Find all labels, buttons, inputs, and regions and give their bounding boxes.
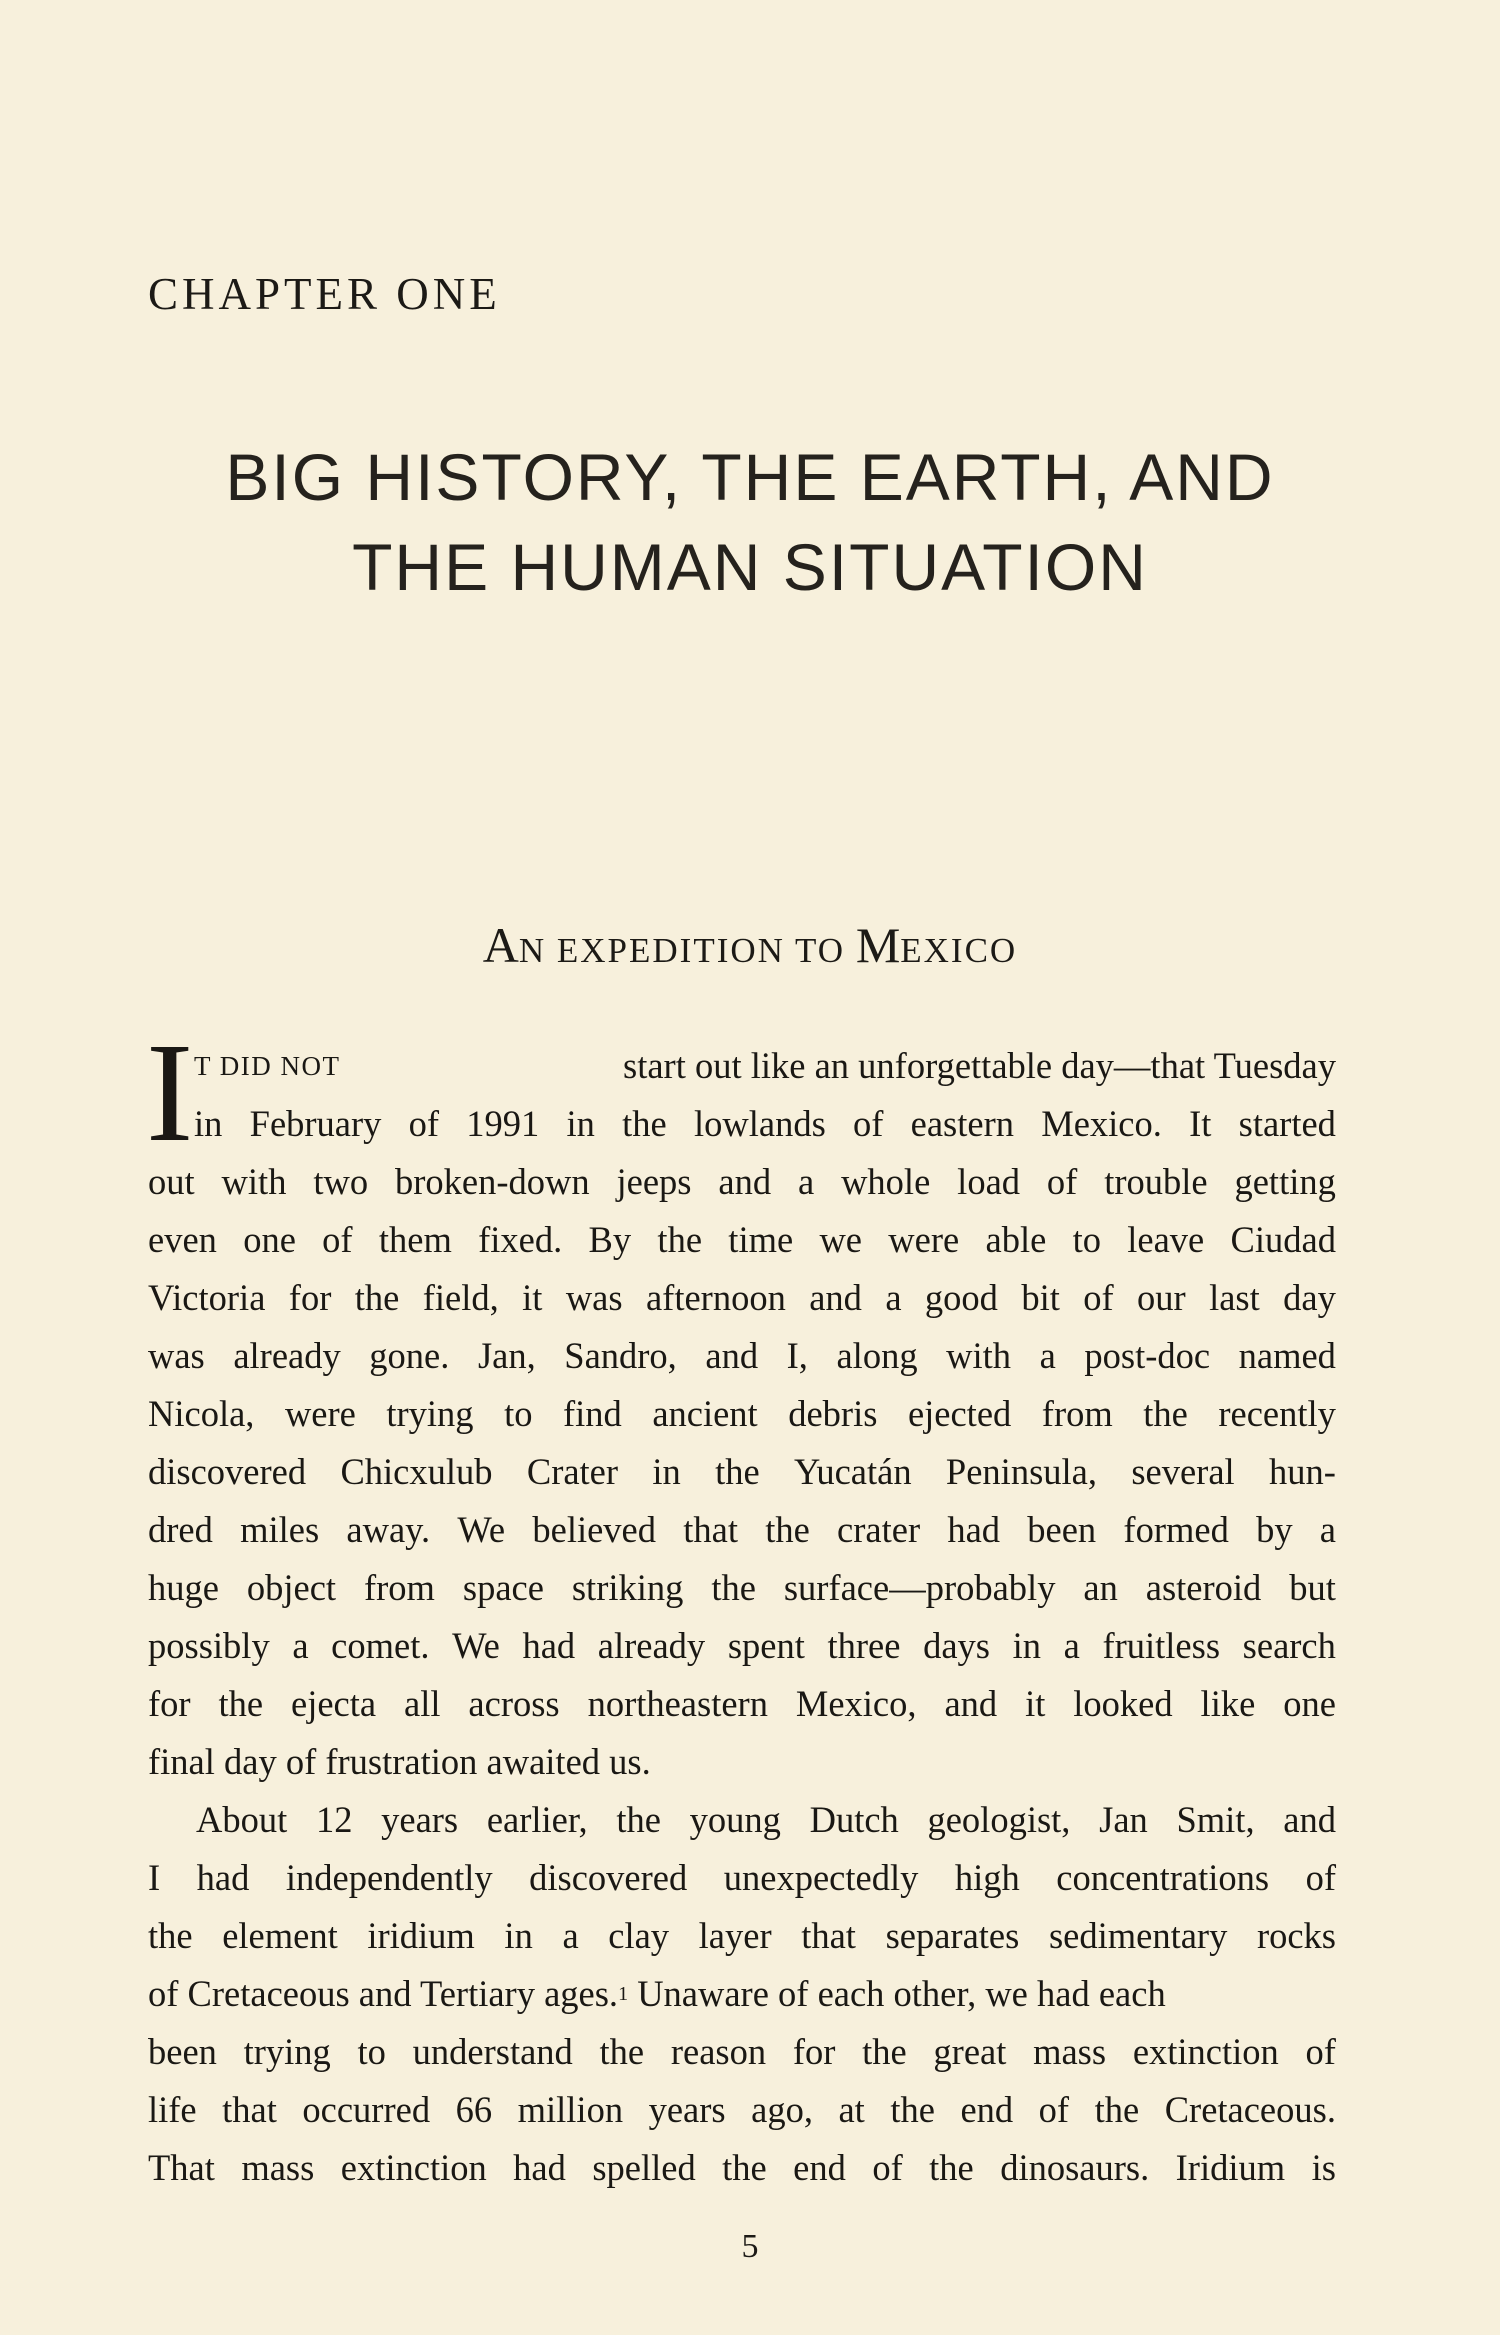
word: getting <box>1234 1161 1336 1202</box>
word: Sandro, <box>564 1335 677 1376</box>
word: one <box>243 1219 296 1260</box>
word: of <box>1305 1857 1336 1898</box>
word: already <box>233 1335 341 1376</box>
word: 66 <box>455 2089 493 2130</box>
section-heading-cap: M <box>855 917 901 973</box>
word: debris <box>788 1393 878 1434</box>
word: a <box>1319 1509 1336 1550</box>
word: the <box>862 2031 907 2072</box>
word: lowlands <box>693 1103 826 1144</box>
word: had <box>513 2147 566 2188</box>
text-line <box>148 1617 1336 1675</box>
word: in <box>1012 1625 1041 1666</box>
word: had <box>196 1857 250 1898</box>
word: the <box>890 2089 935 2130</box>
footnote-ref[interactable]: 1 <box>618 1983 629 2005</box>
word: Mexico. <box>1041 1103 1162 1144</box>
word: the <box>711 1567 756 1608</box>
word: for <box>148 1683 191 1724</box>
word: discovered <box>529 1857 688 1898</box>
text-line <box>148 2139 1336 2197</box>
word: concentrations <box>1056 1857 1270 1898</box>
word: life <box>148 2089 197 2130</box>
page-number: 5 <box>741 2228 759 2265</box>
word: the <box>622 1103 667 1144</box>
word: away. <box>346 1509 431 1550</box>
word: Dutch <box>809 1799 899 1840</box>
chapter-label: CHAPTER ONE <box>148 269 501 319</box>
word: days <box>923 1625 990 1666</box>
section-heading <box>100 915 1400 981</box>
word: spent <box>727 1625 805 1666</box>
word: the <box>148 1915 193 1956</box>
word: post-doc <box>1084 1335 1211 1376</box>
word: were <box>888 1219 960 1260</box>
word: earlier, <box>486 1799 588 1840</box>
word: along <box>836 1335 918 1376</box>
word: We <box>452 1625 500 1666</box>
body-text <box>148 1037 1336 2197</box>
word: separates <box>885 1915 1020 1956</box>
word: the <box>657 1219 703 1260</box>
word: of <box>853 1103 884 1144</box>
word: in <box>504 1915 533 1956</box>
text-line <box>148 1965 1336 2023</box>
word: We <box>457 1509 506 1550</box>
word: for <box>288 1277 332 1318</box>
section-heading-smallcaps: EXICO <box>900 931 1018 970</box>
word: ancient <box>652 1393 758 1434</box>
word: discovered <box>148 1451 307 1492</box>
text-segment: start out like an unforgettable day—that Tuesday <box>623 1045 1336 1086</box>
word: with <box>221 1161 287 1202</box>
word: was <box>148 1335 205 1376</box>
word: several <box>1131 1451 1235 1492</box>
word: recently <box>1218 1393 1336 1434</box>
word: geologist, <box>927 1799 1071 1840</box>
word: able <box>985 1219 1047 1260</box>
chapter-title-line-2: THE HUMAN SITUATION <box>352 530 1148 604</box>
word: Victoria <box>148 1277 266 1318</box>
word: believed <box>532 1509 657 1550</box>
word: leave <box>1127 1219 1205 1260</box>
word: high <box>954 1857 1020 1898</box>
word: Jan <box>1099 1799 1148 1840</box>
word: dred <box>148 1509 213 1550</box>
word: whole <box>841 1161 931 1202</box>
word: layer <box>698 1915 772 1956</box>
word: but <box>1289 1567 1336 1608</box>
word: rocks <box>1256 1915 1336 1956</box>
word: of <box>1038 2089 1070 2130</box>
word: hun- <box>1269 1451 1336 1492</box>
word: with <box>946 1335 1012 1376</box>
word: the <box>354 1277 400 1318</box>
word: we <box>819 1219 863 1260</box>
word: sedimentary <box>1048 1915 1228 1956</box>
word: independently <box>285 1857 493 1898</box>
word: huge <box>148 1567 219 1608</box>
word: Crater <box>526 1451 619 1492</box>
word: find <box>563 1393 622 1434</box>
word: jeeps <box>616 1161 692 1202</box>
word: is <box>1311 2147 1336 2188</box>
section-heading-smallcaps: N EXPEDITION TO <box>518 931 856 970</box>
word: unexpectedly <box>723 1857 919 1898</box>
text-line <box>148 2023 1336 2081</box>
word: end <box>793 2147 846 2188</box>
word: miles <box>240 1509 320 1550</box>
text-line <box>148 1791 1336 1849</box>
text-line <box>148 1269 1336 1327</box>
word: bit <box>1021 1277 1060 1318</box>
word: and <box>718 1161 772 1202</box>
word: element <box>222 1915 338 1956</box>
word: Smit, <box>1176 1799 1255 1840</box>
word: a <box>292 1625 309 1666</box>
word: Peninsula, <box>945 1451 1097 1492</box>
word: ejecta <box>291 1683 377 1724</box>
word: trouble <box>1104 1161 1208 1202</box>
word: the <box>1143 1393 1188 1434</box>
word: spelled <box>592 2147 696 2188</box>
word: a <box>1063 1625 1080 1666</box>
word: February <box>249 1103 382 1144</box>
word: it <box>1025 1683 1046 1724</box>
word: ejected <box>907 1393 1012 1434</box>
word: Cretaceous. <box>1164 2089 1336 2130</box>
word: even <box>148 1219 217 1260</box>
word: an <box>1083 1567 1118 1608</box>
word: Jan, <box>477 1335 536 1376</box>
word: understand <box>412 2031 573 2072</box>
drop-cap: I <box>146 1013 194 1171</box>
word: and <box>1283 1799 1336 1840</box>
word: and <box>705 1335 759 1376</box>
word: the <box>1094 2089 1140 2130</box>
word: a <box>885 1277 902 1318</box>
word: them <box>378 1219 452 1260</box>
word: occurred <box>302 2089 431 2130</box>
word: of <box>408 1103 440 1144</box>
word: out <box>148 1161 195 1202</box>
word: I, <box>786 1335 808 1376</box>
word: I <box>148 1857 161 1898</box>
word: the <box>218 1683 264 1724</box>
word: three <box>827 1625 901 1666</box>
text-line <box>148 1907 1336 1965</box>
word: 12 <box>315 1799 353 1840</box>
word: named <box>1238 1335 1336 1376</box>
word: like <box>1200 1683 1256 1724</box>
word: field, <box>422 1277 499 1318</box>
word: already <box>597 1625 706 1666</box>
word: Ciudad <box>1230 1219 1336 1260</box>
text-line: final day of frustration awaited us. <box>148 1741 651 1782</box>
word: and <box>944 1683 998 1724</box>
text-line <box>148 1327 1336 1385</box>
word: end <box>960 2089 1014 2130</box>
word: About <box>196 1799 288 1840</box>
word: day <box>1283 1277 1336 1318</box>
word: to <box>357 2031 386 2072</box>
word: across <box>468 1683 560 1724</box>
word: Iridium <box>1175 2147 1286 2188</box>
word: the <box>765 1509 810 1550</box>
word: it <box>522 1277 543 1318</box>
word: dinosaurs. <box>1000 2147 1150 2188</box>
text-line <box>148 1443 1336 1501</box>
word: time <box>728 1219 794 1260</box>
word: had <box>522 1625 576 1666</box>
text-line <box>148 1849 1336 1907</box>
text-line <box>148 1675 1336 1733</box>
word: of <box>1046 1161 1078 1202</box>
word: trying <box>243 2031 331 2072</box>
word: from <box>1041 1393 1113 1434</box>
word: of <box>1083 1277 1114 1318</box>
word: Mexico, <box>795 1683 917 1724</box>
word: clay <box>608 1915 670 1956</box>
lead-smallcaps: T DID NOT <box>194 1051 341 1081</box>
word: asteroid <box>1145 1567 1262 1608</box>
text-segment: of Cretaceous and Tertiary ages. <box>148 1973 619 2014</box>
word: object <box>246 1567 337 1608</box>
word: by <box>1256 1509 1293 1550</box>
word: last <box>1209 1277 1260 1318</box>
word: striking <box>571 1567 684 1608</box>
text-line <box>148 1211 1336 1269</box>
word: was <box>565 1277 623 1318</box>
chapter-title-line-1: BIG HISTORY, THE EARTH, AND <box>225 440 1275 514</box>
text-line <box>148 1095 1336 1153</box>
word: trying <box>386 1393 474 1434</box>
word: to <box>1072 1219 1101 1260</box>
word: ago, <box>751 2089 813 2130</box>
word: Yucatán <box>794 1451 912 1492</box>
word: had <box>947 1509 1001 1550</box>
text-line <box>148 1559 1336 1617</box>
chapter-title <box>100 432 1400 612</box>
word: a <box>797 1161 815 1202</box>
word: been <box>1027 1509 1097 1550</box>
word: load <box>957 1161 1021 1202</box>
text-line <box>148 1037 1336 1095</box>
word: years <box>381 1799 459 1840</box>
word: were <box>284 1393 356 1434</box>
word: for <box>792 2031 836 2072</box>
word: the <box>599 2031 645 2072</box>
word: comet. <box>331 1625 430 1666</box>
word: that <box>222 2089 277 2130</box>
word: our <box>1137 1277 1186 1318</box>
section-heading-cap: A <box>482 917 519 973</box>
word: from <box>363 1567 435 1608</box>
word: mass <box>241 2147 315 2188</box>
text-segment: Unaware of each other, we had each <box>628 1973 1166 2014</box>
word: two <box>313 1161 369 1202</box>
word: By <box>588 1219 632 1260</box>
word: northeastern <box>587 1683 768 1724</box>
word: million <box>517 2089 624 2130</box>
word: fruitless <box>1102 1625 1221 1666</box>
word: of <box>322 1219 353 1260</box>
word: afternoon <box>645 1277 786 1318</box>
word: 1991 <box>466 1103 540 1144</box>
word: been <box>148 2031 217 2072</box>
word: to <box>504 1393 533 1434</box>
word: and <box>809 1277 862 1318</box>
word: young <box>689 1799 781 1840</box>
word: crater <box>837 1509 921 1550</box>
word: extinction <box>1132 2031 1279 2072</box>
word: reason <box>670 2031 767 2072</box>
word: started <box>1238 1103 1336 1144</box>
word: Nicola, <box>148 1393 255 1434</box>
word: the <box>715 1451 760 1492</box>
word: eastern <box>910 1103 1015 1144</box>
word: possibly <box>148 1625 270 1666</box>
word: in <box>194 1103 223 1144</box>
word: of <box>872 2147 903 2188</box>
word: broken-down <box>394 1161 590 1202</box>
word: iridium <box>367 1915 475 1956</box>
word: surface—probably <box>783 1567 1056 1608</box>
word: formed <box>1123 1509 1229 1550</box>
word: extinction <box>340 2147 487 2188</box>
text-line <box>148 1501 1336 1559</box>
word: in <box>652 1451 681 1492</box>
word: a <box>562 1915 579 1956</box>
word: Chicxulub <box>340 1451 493 1492</box>
word: search <box>1242 1625 1336 1666</box>
word: one <box>1283 1683 1336 1724</box>
text-line <box>148 1153 1336 1211</box>
word: that <box>801 1915 856 1956</box>
word: good <box>924 1277 998 1318</box>
word: great <box>933 2031 1007 2072</box>
word: the <box>722 2147 767 2188</box>
word: That <box>148 2147 215 2188</box>
word: looked <box>1073 1683 1173 1724</box>
text-line <box>148 2081 1336 2139</box>
word: mass <box>1033 2031 1107 2072</box>
word: all <box>404 1683 441 1724</box>
word: fixed. <box>478 1219 563 1260</box>
word: gone. <box>369 1335 450 1376</box>
text-line <box>148 1385 1336 1443</box>
word: space <box>462 1567 544 1608</box>
word: It <box>1189 1103 1212 1144</box>
word: the <box>929 2147 974 2188</box>
word: a <box>1039 1335 1056 1376</box>
word: the <box>616 1799 661 1840</box>
word: that <box>683 1509 738 1550</box>
word: in <box>566 1103 595 1144</box>
word: of <box>1305 2031 1336 2072</box>
word: at <box>838 2089 865 2130</box>
word: years <box>648 2089 726 2130</box>
